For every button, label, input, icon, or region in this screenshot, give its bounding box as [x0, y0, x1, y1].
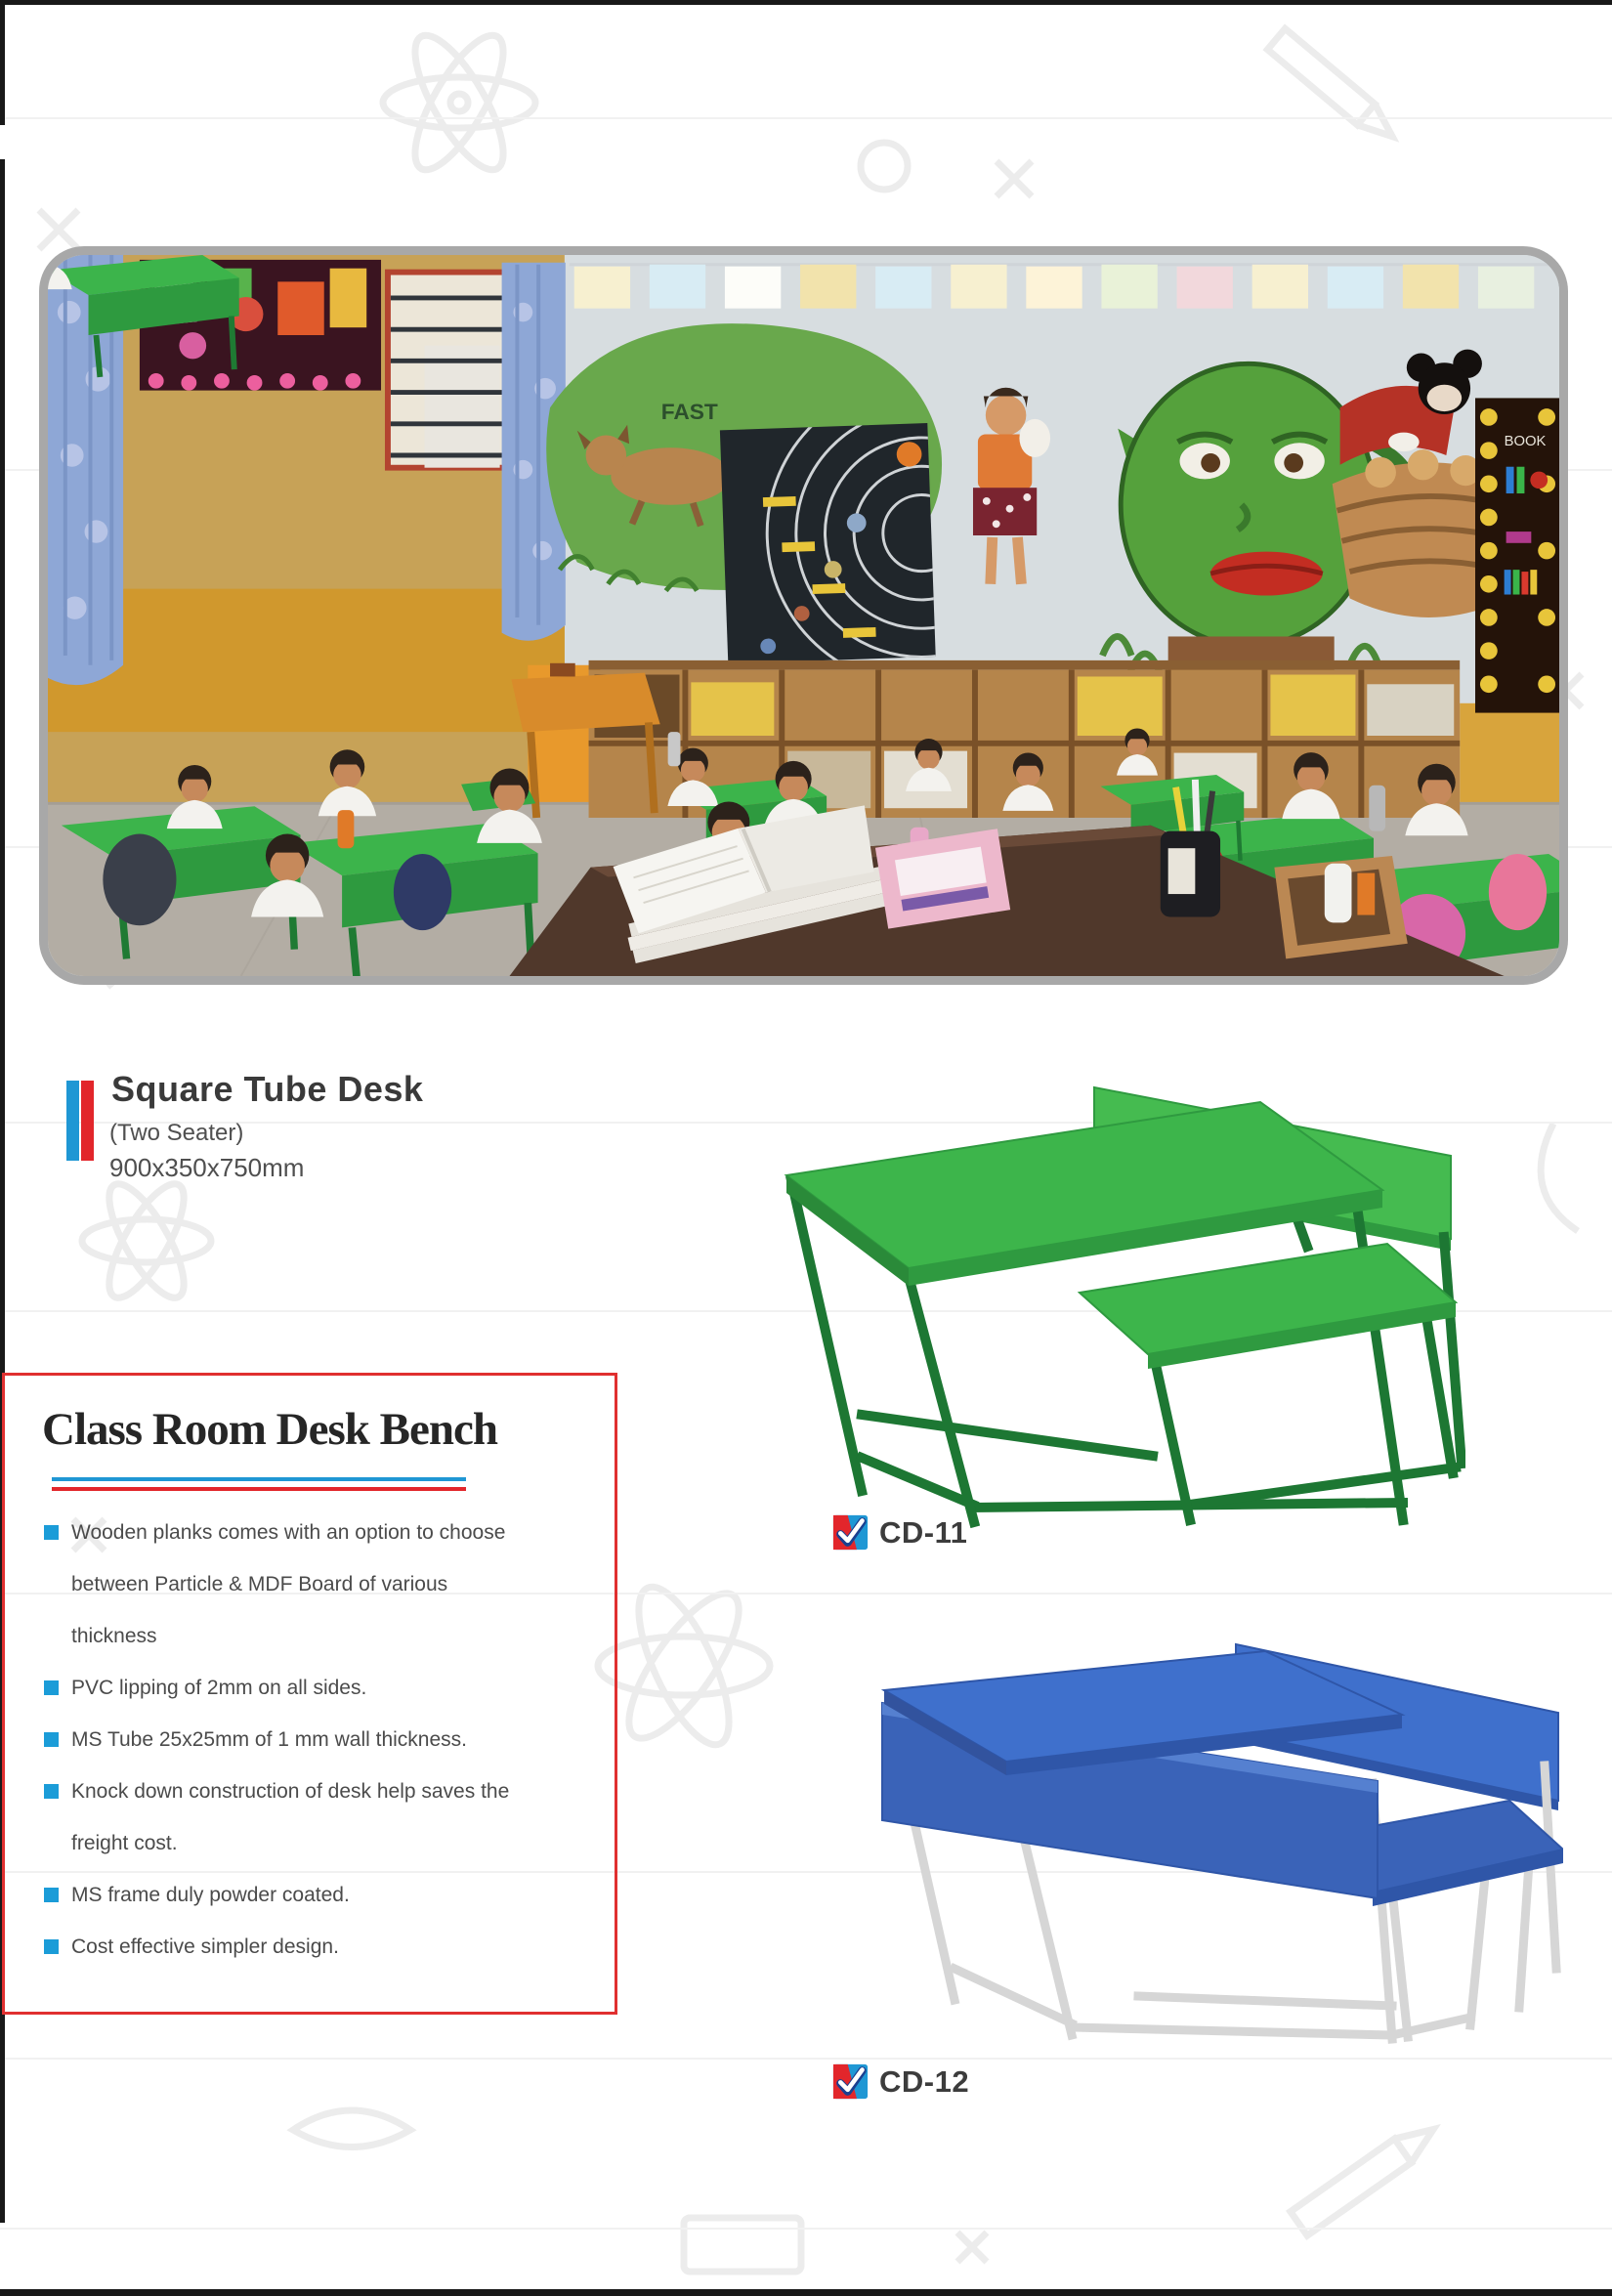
product-label-cd-12 [832, 2063, 969, 2100]
emoji-book-chart [1475, 398, 1559, 712]
product-title: Square Tube Desk [111, 1069, 424, 1109]
rule-line [0, 2058, 1612, 2060]
product-subtitle: (Two Seater) [109, 1120, 244, 1146]
atom-doodle [383, 23, 535, 181]
classroom-photo [39, 246, 1568, 985]
bullet-square-icon [44, 1784, 59, 1799]
book-doodle [684, 2218, 801, 2272]
cross-doodle [957, 2232, 987, 2262]
bullet-square-icon [44, 1939, 59, 1954]
spec-list [44, 1507, 591, 1973]
bullet-square-icon [44, 1732, 59, 1747]
rule-line [0, 117, 1612, 119]
rule-line [0, 2228, 1612, 2230]
product-image-cd-12 [845, 1617, 1563, 2057]
pencil-doodle [1267, 28, 1401, 147]
spec-bullet: Wooden planks comes with an option to choose between Particle & MDF Board of various thickness [44, 1507, 591, 1662]
product-label-cd-11 [832, 1514, 967, 1551]
bullet-square-icon [44, 1888, 59, 1902]
product-code: CD-11 [879, 1514, 968, 1550]
accent-bar-blue [66, 1081, 79, 1161]
top-edge-bar [0, 0, 1612, 5]
pencil-doodle [1291, 2117, 1442, 2235]
left-edge-bar [0, 0, 5, 125]
product-image-cd-11 [772, 1063, 1465, 1549]
spec-bullet: MS frame duly powder coated. [44, 1869, 591, 1921]
underline-red [52, 1487, 466, 1491]
spec-bullet: Knock down construction of desk help saves the freight cost. [44, 1765, 591, 1869]
mural-text-book: BOOK [1504, 434, 1547, 450]
spec-bullet: Cost effective simpler design. [44, 1921, 591, 1973]
info-box-title: Class Room Desk Bench [42, 1404, 498, 1455]
arc-doodle [1541, 1124, 1578, 1231]
product-heading-block [0, 1065, 508, 1202]
bottom-edge-bar [0, 2289, 1612, 2296]
product-code: CD-12 [879, 2063, 970, 2099]
atom-doodle [598, 1576, 770, 1757]
accent-bar-red [81, 1081, 94, 1161]
underline-blue [52, 1477, 466, 1481]
window [388, 273, 512, 468]
eye-doodle [293, 2110, 410, 2147]
cross-doodle [39, 210, 78, 249]
supply-box [1274, 856, 1407, 958]
circle-doodle [861, 143, 908, 190]
check-icon [832, 2063, 869, 2100]
bullet-square-icon [44, 1525, 59, 1540]
info-box [2, 1373, 617, 2015]
product-dimensions: 900x350x750mm [109, 1153, 305, 1182]
mural-text-fast: FAST [660, 400, 718, 424]
cross-doodle [997, 161, 1032, 196]
spec-bullet: PVC lipping of 2mm on all sides. [44, 1662, 591, 1714]
check-icon [832, 1514, 869, 1551]
spec-bullet: MS Tube 25x25mm of 1 mm wall thickness. [44, 1714, 591, 1765]
bullet-square-icon [44, 1680, 59, 1695]
